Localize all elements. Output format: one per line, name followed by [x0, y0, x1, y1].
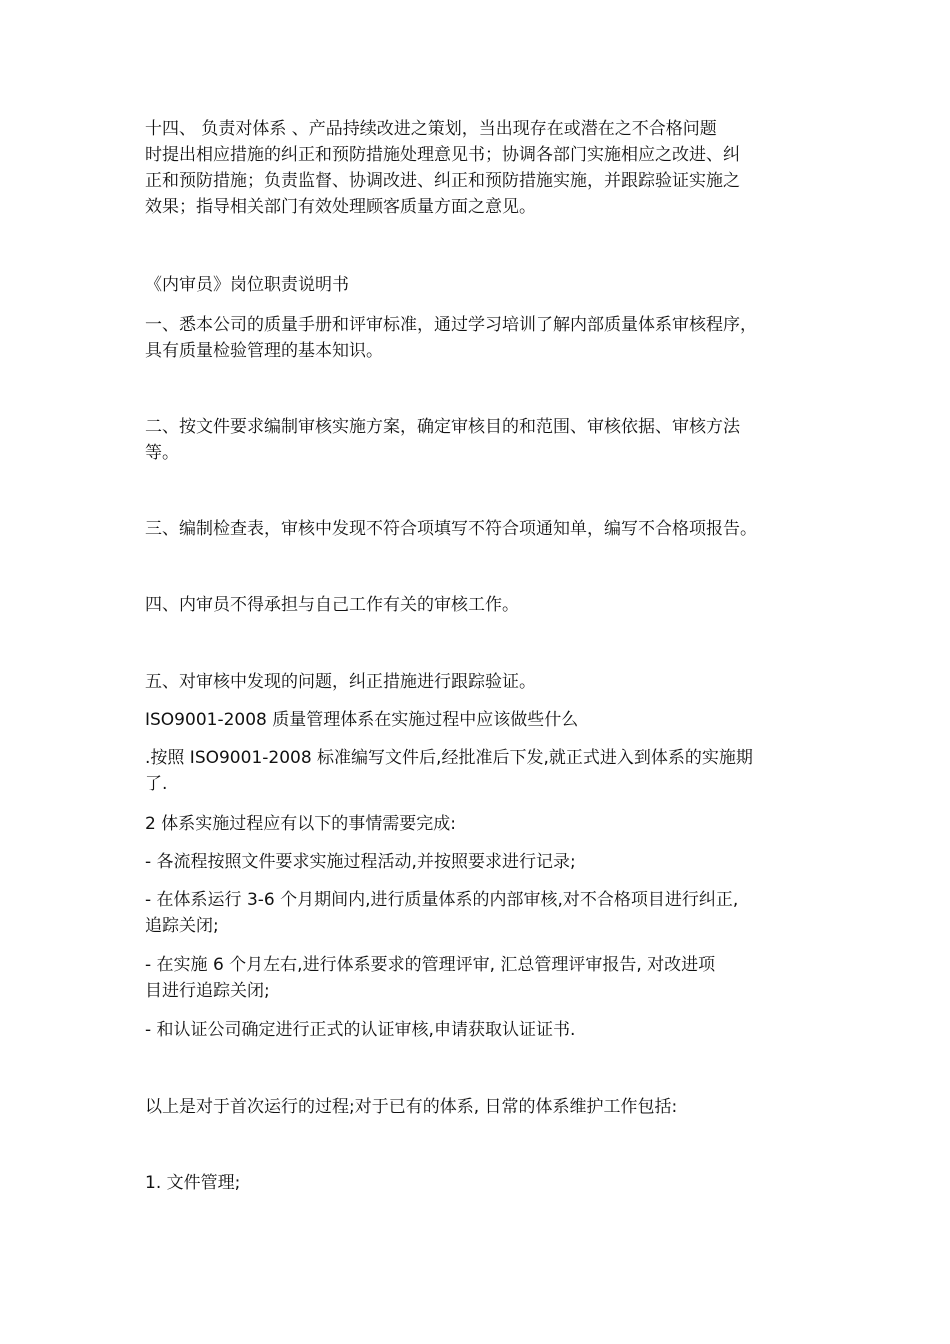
text-line: 了.: [145, 774, 168, 794]
text-line: 一、悉本公司的质量手册和评审标准，通过学习培训了解内部质量体系审核程序，: [145, 315, 757, 335]
text-line: 三、编制检查表，审核中发现不符合项填写不符合项通知单，编写不合格项报告。: [145, 519, 757, 539]
list-item: - 在实施 6 个月左右,进行体系要求的管理评审, 汇总管理评审报告, 对改进项: [145, 955, 716, 975]
text-line: 二、按文件要求编制审核实施方案，确定审核目的和范围、审核依据、审核方法: [145, 417, 740, 437]
list-item: - 在体系运行 3-6 个月期间内,进行质量体系的内部审核,对不合格项目进行纠正,: [145, 890, 739, 910]
text-line: 以上是对于首次运行的过程;对于已有的体系, 日常的体系维护工作包括:: [145, 1097, 678, 1117]
text-line: 十四、 负责对体系 、产品持续改进之策划，当出现存在或潜在之不合格问题: [145, 119, 717, 139]
text-line: 时提出相应措施的纠正和预防措施处理意见书；协调各部门实施相应之改进、纠: [145, 145, 740, 165]
text-line: 五、对审核中发现的问题，纠正措施进行跟踪验证。: [145, 672, 536, 692]
section-heading: ISO9001-2008 质量管理体系在实施过程中应该做些什么: [145, 710, 579, 730]
list-item-continuation: 追踪关闭;: [145, 916, 219, 936]
list-item: - 各流程按照文件要求实施过程活动,并按照要求进行记录;: [145, 852, 576, 872]
text-line: .按照 ISO9001-2008 标准编写文件后,经批准后下发,就正式进入到体系的实施期: [145, 748, 753, 768]
text-line: 效果；指导相关部门有效处理顾客质量方面之意见。: [145, 197, 536, 217]
section-heading: 《内审员》岗位职责说明书: [145, 275, 349, 295]
text-line: 2 体系实施过程应有以下的事情需要完成:: [145, 814, 456, 834]
text-line: 等。: [145, 443, 179, 463]
text-line: 四、内审员不得承担与自己工作有关的审核工作。: [145, 595, 519, 615]
list-item: - 和认证公司确定进行正式的认证审核,申请获取认证证书.: [145, 1020, 576, 1040]
list-item-continuation: 目进行追踪关闭;: [145, 981, 270, 1001]
text-line: 具有质量检验管理的基本知识。: [145, 341, 383, 361]
list-item: 1. 文件管理;: [145, 1173, 241, 1193]
text-line: 正和预防措施；负责监督、协调改进、纠正和预防措施实施，并跟踪验证实施之: [145, 171, 740, 191]
